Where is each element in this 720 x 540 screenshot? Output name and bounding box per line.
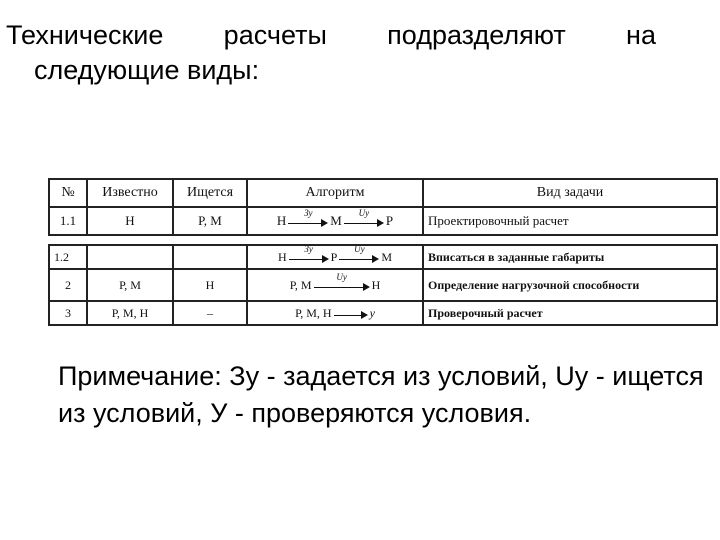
cell-known: Р, М	[87, 269, 173, 301]
header-num: №	[49, 179, 87, 207]
cell-task-type: Определение нагрузочной способности	[423, 269, 717, 301]
table-bottom	[48, 244, 718, 326]
arrow-icon	[314, 272, 370, 292]
cell-num: 2	[49, 269, 87, 301]
cell-num: 1.2	[49, 245, 87, 269]
page-title	[6, 18, 706, 88]
arrow-label: Зу	[304, 208, 313, 218]
header-known: Известно	[87, 179, 173, 207]
header-sought: Ищется	[173, 179, 247, 207]
algo-node: Н	[371, 277, 381, 292]
algo-node: Р	[385, 213, 394, 228]
table-header-row	[49, 179, 717, 207]
title-word: расчеты	[223, 20, 327, 50]
header-algorithm: Алгоритм	[247, 179, 423, 207]
title-line-2: следующие виды:	[34, 55, 260, 85]
cell-sought	[173, 245, 247, 269]
algo-node: Н	[277, 249, 287, 264]
title-word: подразделяют	[387, 20, 566, 50]
arrow-icon	[339, 245, 379, 264]
header-task-type: Вид задачи	[423, 179, 717, 207]
calc-types-table	[48, 178, 718, 326]
cell-num: 3	[49, 301, 87, 325]
title-line-1	[6, 18, 706, 53]
title-word: на	[626, 20, 656, 50]
algo-node: Р, М	[289, 277, 312, 292]
cell-known: Н	[87, 207, 173, 235]
algo-node: Р	[330, 249, 338, 264]
table-row	[49, 245, 717, 269]
algo-node: Р, М, Н	[295, 305, 332, 320]
cell-algorithm	[247, 245, 423, 269]
arrow-label: Uy	[336, 272, 347, 282]
arrow-icon	[289, 245, 329, 264]
table-top	[48, 178, 718, 236]
arrow-icon	[334, 306, 368, 320]
cell-task-type: Проектировочный расчет	[423, 207, 717, 235]
cell-known	[87, 245, 173, 269]
arrow-label: Uy	[358, 208, 370, 218]
cell-sought: –	[173, 301, 247, 325]
cell-algorithm	[247, 207, 423, 235]
title-word: Технические	[6, 20, 164, 50]
algo-node: М	[330, 213, 342, 228]
cell-task-type: Вписаться в заданные габариты	[423, 245, 717, 269]
algo-node: Н	[276, 213, 287, 228]
table-row	[49, 207, 717, 235]
note-text: Примечание: Зу - задается из условий, Uy - ищется из условий, У - проверяются условия.	[58, 361, 704, 428]
table-row	[49, 301, 717, 325]
algo-node: М	[381, 249, 393, 264]
cell-num: 1.1	[49, 207, 87, 235]
cell-algorithm	[247, 301, 423, 325]
cell-sought: Р, М	[173, 207, 247, 235]
arrow-label: Uy	[354, 245, 365, 254]
arrow-label: Зу	[304, 245, 313, 254]
cell-task-type: Проверочный расчет	[423, 301, 717, 325]
arrow-icon	[344, 208, 384, 228]
cell-sought: Н	[173, 269, 247, 301]
cell-known: Р, М, Н	[87, 301, 173, 325]
table-row	[49, 269, 717, 301]
arrow-icon	[288, 208, 328, 228]
cell-algorithm	[247, 269, 423, 301]
algo-node: у	[369, 305, 375, 320]
